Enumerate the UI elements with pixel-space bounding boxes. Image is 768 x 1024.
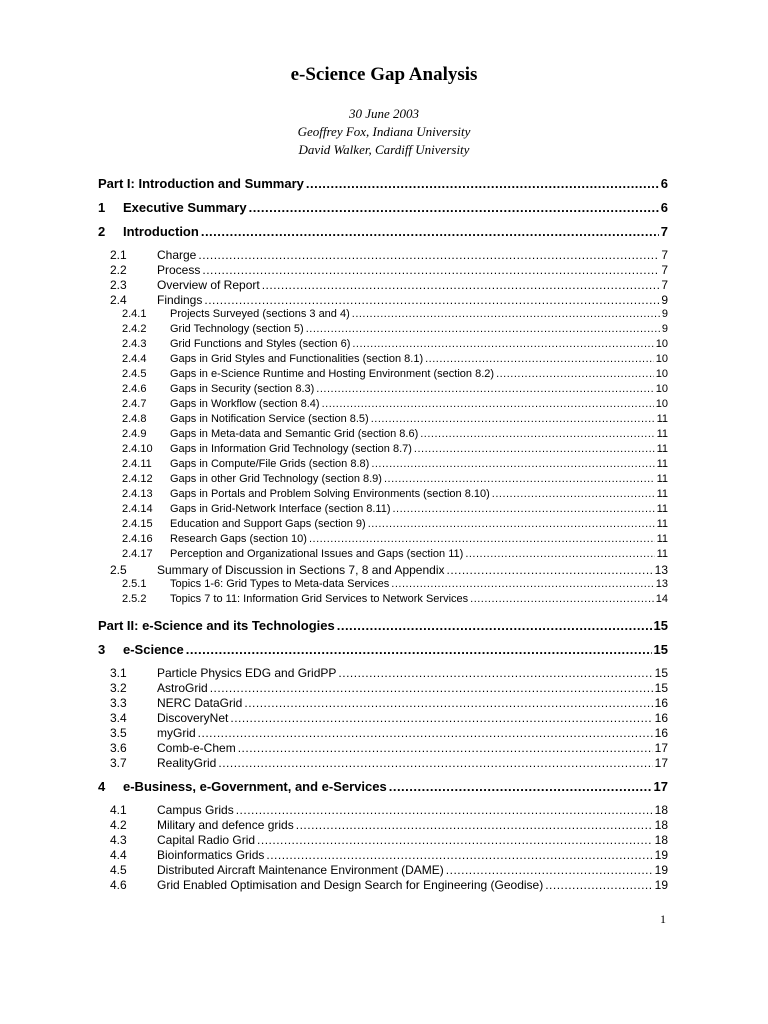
toc-entry[interactable] — [122, 308, 668, 320]
toc-entry[interactable] — [110, 833, 668, 847]
toc-entry-title: RealityGrid — [157, 756, 217, 770]
page-number: 1 — [660, 912, 666, 926]
toc-entry[interactable] — [122, 548, 668, 560]
toc-entry[interactable] — [110, 696, 668, 710]
toc-dot-leader — [309, 533, 655, 545]
toc-entry[interactable] — [110, 756, 668, 770]
toc-entry-number: 2.4.5 — [122, 368, 147, 380]
toc-entry-number: 4 — [98, 779, 106, 794]
toc-entry-title: Gaps in Grid-Network Interface (section 8.11) — [170, 503, 391, 515]
toc-entry[interactable] — [122, 488, 668, 500]
toc-entry-title: DiscoveryNet — [157, 711, 229, 725]
toc-entry[interactable] — [98, 618, 668, 633]
toc-entry-page: 10 — [655, 398, 668, 410]
toc-dot-leader — [337, 618, 652, 633]
toc-entry-number: 4.4 — [110, 848, 127, 862]
toc-entry-title: NERC DataGrid — [157, 696, 243, 710]
toc-entry-number: 2 — [98, 224, 106, 239]
toc-dot-leader — [446, 563, 652, 577]
toc-entry-page: 11 — [656, 488, 668, 500]
toc-dot-leader — [492, 488, 655, 500]
toc-entry-title: Part I: Introduction and Summary — [98, 176, 304, 191]
toc-dot-leader — [352, 308, 660, 320]
toc-dot-leader — [384, 473, 655, 485]
toc-entry[interactable] — [110, 263, 668, 277]
toc-entry-page: 10 — [655, 368, 668, 380]
toc-entry-number: 2.4.4 — [122, 353, 147, 365]
toc-dot-leader — [446, 863, 653, 877]
toc-entry[interactable] — [110, 878, 668, 892]
toc-dot-leader — [393, 503, 655, 515]
toc-dot-leader — [236, 803, 653, 817]
toc-entry-number: 2.4.16 — [122, 533, 153, 545]
toc-entry-page: 7 — [661, 248, 668, 262]
toc-entry-number: 2.4 — [110, 293, 127, 307]
toc-entry-title: Topics 7 to 11: Information Grid Services to Network Services — [170, 593, 469, 605]
toc-entry-page: 19 — [654, 878, 668, 892]
toc-dot-leader — [368, 518, 655, 530]
toc-entry-number: 2.1 — [110, 248, 127, 262]
toc-entry[interactable] — [122, 368, 668, 380]
toc-entry-title: Grid Enabled Optimisation and Design Search for Engineering (Geodise) — [157, 878, 544, 892]
toc-entry[interactable] — [110, 848, 668, 862]
toc-dot-leader — [316, 383, 653, 395]
toc-entry-title: Summary of Discussion in Sections 7, 8 and Appendix — [157, 563, 445, 577]
toc-dot-leader — [201, 224, 659, 239]
toc-dot-leader — [238, 741, 653, 755]
toc-entry-title: Process — [157, 263, 201, 277]
toc-entry-page: 15 — [654, 681, 668, 695]
toc-entry[interactable] — [122, 323, 668, 335]
toc-entry-title: Gaps in e-Science Runtime and Hosting Environment (section 8.2) — [170, 368, 495, 380]
toc-entry-title: Gaps in Meta-data and Semantic Grid (section 8.6) — [170, 428, 419, 440]
toc-entry-title: Overview of Report — [157, 278, 260, 292]
toc-entry-number: 2.4.14 — [122, 503, 153, 515]
toc-entry-page: 11 — [656, 428, 668, 440]
toc-entry[interactable] — [122, 428, 668, 440]
toc-entry-page: 17 — [654, 756, 668, 770]
toc-entry-number: 2.4.17 — [122, 548, 153, 560]
toc-entry-page: 10 — [655, 353, 668, 365]
toc-entry-number: 4.1 — [110, 803, 127, 817]
toc-entry-title: Executive Summary — [123, 200, 247, 215]
toc-entry-number: 2.4.6 — [122, 383, 147, 395]
toc-entry-title: Projects Surveyed (sections 3 and 4) — [170, 308, 350, 320]
toc-entry-title: Topics 1-6: Grid Types to Meta-data Services — [170, 578, 390, 590]
toc-entry[interactable] — [122, 473, 668, 485]
toc-entry-page: 10 — [655, 383, 668, 395]
toc-entry-page: 17 — [654, 741, 668, 755]
toc-entry[interactable] — [122, 443, 668, 455]
toc-entry[interactable] — [98, 176, 668, 191]
toc-entry[interactable] — [122, 413, 668, 425]
toc-entry-page: 15 — [653, 642, 668, 657]
toc-entry-page: 11 — [656, 503, 668, 515]
toc-dot-leader — [198, 726, 653, 740]
toc-entry[interactable] — [122, 533, 668, 545]
toc-entry-number: 3.6 — [110, 741, 127, 755]
toc-entry-page: 17 — [653, 779, 668, 794]
toc-dot-leader — [306, 323, 660, 335]
toc-entry-page: 14 — [655, 593, 668, 605]
toc-entry-page: 9 — [661, 293, 668, 307]
toc-dot-leader — [262, 278, 660, 292]
toc-dot-leader — [244, 696, 652, 710]
toc-dot-leader — [338, 666, 652, 680]
toc-entry-title: Charge — [157, 248, 197, 262]
toc-entry-number: 2.5 — [110, 563, 127, 577]
toc-entry[interactable] — [110, 278, 668, 292]
toc-entry-number: 3.1 — [110, 666, 127, 680]
toc-entry-page: 16 — [654, 696, 668, 710]
toc-entry[interactable] — [122, 578, 668, 590]
toc-entry-title: Gaps in Notification Service (section 8.5) — [170, 413, 369, 425]
author-1: Geoffrey Fox, Indiana University — [297, 124, 471, 139]
toc-entry-title: Perception and Organizational Issues and Gaps (section 11) — [170, 548, 464, 560]
document-title: e-Science Gap Analysis — [290, 64, 478, 85]
toc-dot-leader — [371, 458, 654, 470]
toc-entry-title: e-Science — [123, 642, 184, 657]
toc-entry[interactable] — [122, 398, 668, 410]
toc-entry-title: Capital Radio Grid — [157, 833, 256, 847]
toc-entry[interactable] — [122, 338, 668, 350]
toc-entry-title: Gaps in Workflow (section 8.4) — [170, 398, 320, 410]
toc-entry-page: 13 — [654, 563, 668, 577]
toc-entry-page: 7 — [660, 224, 668, 239]
toc-dot-leader — [204, 293, 659, 307]
toc-entry[interactable] — [110, 666, 668, 680]
toc-entry-number: 2.3 — [110, 278, 127, 292]
toc-dot-leader — [186, 642, 652, 657]
toc-entry-title: Gaps in Portals and Problem Solving Environments (section 8.10) — [170, 488, 490, 500]
toc-entry-page: 18 — [654, 833, 668, 847]
toc-entry-page: 6 — [660, 176, 668, 191]
toc-dot-leader — [218, 756, 652, 770]
toc-entry[interactable] — [98, 779, 668, 794]
toc-entry-number: 2.4.1 — [122, 308, 147, 320]
toc-dot-leader — [496, 368, 654, 380]
toc-entry-title: Gaps in Grid Styles and Functionalities (section 8.1) — [170, 353, 424, 365]
toc-entry-number: 1 — [98, 200, 106, 215]
toc-entry-number: 2.4.2 — [122, 323, 147, 335]
toc-entry-number: 3.3 — [110, 696, 127, 710]
toc-entry-number: 2.4.10 — [122, 443, 153, 455]
toc-entry-title: Bioinformatics Grids — [157, 848, 265, 862]
toc-entry-page: 15 — [654, 666, 668, 680]
toc-entry-title: Military and defence grids — [157, 818, 294, 832]
toc-entry-title: myGrid — [157, 726, 196, 740]
toc-entry-title: Part II: e-Science and its Technologies — [98, 618, 335, 633]
toc-entry-number: 2.4.9 — [122, 428, 147, 440]
toc-entry-page: 19 — [654, 863, 668, 877]
toc-entry-page: 19 — [654, 848, 668, 862]
toc-entry[interactable] — [122, 458, 668, 470]
toc-entry-page: 16 — [654, 711, 668, 725]
toc-entry[interactable] — [110, 681, 668, 695]
toc-entry-title: Findings — [157, 293, 203, 307]
toc-entry-title: Gaps in Security (section 8.3) — [170, 383, 315, 395]
toc-dot-leader — [420, 428, 654, 440]
toc-entry-page: 10 — [655, 338, 668, 350]
document-date: 30 June 2003 — [348, 106, 420, 121]
toc-dot-leader — [296, 818, 653, 832]
toc-entry-page: 18 — [654, 803, 668, 817]
toc-entry-page: 11 — [656, 443, 668, 455]
toc-entry-title: Grid Technology (section 5) — [170, 323, 304, 335]
toc-entry-title: AstroGrid — [157, 681, 208, 695]
toc-dot-leader — [425, 353, 654, 365]
toc-entry[interactable] — [122, 593, 668, 605]
toc-entry-page: 11 — [656, 458, 668, 470]
toc-dot-leader — [210, 681, 653, 695]
toc-entry-title: Gaps in Information Grid Technology (section 8.7) — [170, 443, 412, 455]
toc-entry-page: 9 — [661, 308, 668, 320]
toc-entry-page: 15 — [653, 618, 668, 633]
toc-entry[interactable] — [122, 383, 668, 395]
toc-entry[interactable] — [122, 353, 668, 365]
toc-entry[interactable] — [110, 741, 668, 755]
toc-dot-leader — [202, 263, 659, 277]
toc-entry[interactable] — [110, 248, 668, 262]
toc-entry-page: 11 — [656, 548, 668, 560]
toc-entry-number: 3.5 — [110, 726, 127, 740]
toc-entry-number: 3.2 — [110, 681, 127, 695]
toc-entry-title: e-Business, e-Government, and e-Services — [123, 779, 387, 794]
toc-entry-number: 3.4 — [110, 711, 127, 725]
toc-entry-number: 2.5.2 — [122, 593, 147, 605]
toc-dot-leader — [266, 848, 652, 862]
toc-dot-leader — [414, 443, 655, 455]
toc-entry[interactable] — [98, 224, 668, 239]
toc-entry[interactable] — [110, 803, 668, 817]
toc-entry-number: 2.4.15 — [122, 518, 153, 530]
toc-entry-number: 2.4.11 — [122, 458, 152, 470]
toc-entry-number: 4.6 — [110, 878, 127, 892]
toc-dot-leader — [470, 593, 654, 605]
toc-entry-page: 11 — [656, 533, 668, 545]
toc-entry-page: 11 — [656, 518, 668, 530]
toc-entry[interactable] — [110, 563, 668, 577]
toc-entry[interactable] — [98, 200, 668, 215]
toc-entry-number: 2.4.3 — [122, 338, 147, 350]
toc-dot-leader — [249, 200, 659, 215]
toc-dot-leader — [545, 878, 652, 892]
toc-entry[interactable] — [98, 642, 668, 657]
toc-dot-leader — [391, 578, 653, 590]
toc-entry-title: Introduction — [123, 224, 199, 239]
toc-dot-leader — [465, 548, 654, 560]
toc-entry[interactable] — [110, 711, 668, 725]
toc-entry-number: 3.7 — [110, 756, 127, 770]
toc-dot-leader — [230, 711, 652, 725]
toc-entry-number: 3 — [98, 642, 106, 657]
toc-dot-leader — [257, 833, 653, 847]
toc-entry-number: 4.5 — [110, 863, 127, 877]
author-2: David Walker, Cardiff University — [298, 142, 470, 157]
toc-entry-number: 2.4.13 — [122, 488, 153, 500]
toc-entry-title: Comb-e-Chem — [157, 741, 236, 755]
toc-entry[interactable] — [110, 863, 668, 877]
toc-entry-page: 9 — [661, 323, 668, 335]
toc-entry-page: 16 — [654, 726, 668, 740]
toc-entry-title: Distributed Aircraft Maintenance Environment (DAME) — [157, 863, 444, 877]
toc-entry-page: 11 — [656, 473, 668, 485]
toc-dot-leader — [198, 248, 659, 262]
toc-entry-page: 13 — [655, 578, 668, 590]
toc-entry-number: 4.2 — [110, 818, 127, 832]
toc-dot-leader — [352, 338, 653, 350]
toc-entry-page: 18 — [654, 818, 668, 832]
toc-dot-leader — [389, 779, 652, 794]
toc-entry[interactable] — [110, 293, 668, 307]
toc-entry-page: 7 — [661, 263, 668, 277]
toc-entry-title: Grid Functions and Styles (section 6) — [170, 338, 351, 350]
toc-entry-page: 6 — [660, 200, 668, 215]
toc-entry-page: 7 — [661, 278, 668, 292]
toc-entry-number: 2.4.7 — [122, 398, 147, 410]
toc-entry[interactable] — [110, 818, 668, 832]
toc-entry-number: 4.3 — [110, 833, 127, 847]
toc-dot-leader — [306, 176, 659, 191]
toc-dot-leader — [322, 398, 654, 410]
toc-entry[interactable] — [122, 518, 668, 530]
toc-entry-page: 11 — [656, 413, 668, 425]
toc-entry[interactable] — [122, 503, 668, 515]
toc-entry-title: Education and Support Gaps (section 9) — [170, 518, 366, 530]
toc-entry-title: Research Gaps (section 10) — [170, 533, 307, 545]
toc-dot-leader — [371, 413, 655, 425]
toc-entry-title: Gaps in Compute/File Grids (section 8.8) — [170, 458, 370, 470]
toc-entry[interactable] — [110, 726, 668, 740]
toc-entry-number: 2.4.8 — [122, 413, 147, 425]
toc-entry-number: 2.5.1 — [122, 578, 147, 590]
toc-entry-number: 2.2 — [110, 263, 127, 277]
toc-entry-title: Gaps in other Grid Technology (section 8.9) — [170, 473, 382, 485]
toc-entry-title: Particle Physics EDG and GridPP — [157, 666, 337, 680]
toc-entry-number: 2.4.12 — [122, 473, 153, 485]
toc-entry-title: Campus Grids — [157, 803, 234, 817]
